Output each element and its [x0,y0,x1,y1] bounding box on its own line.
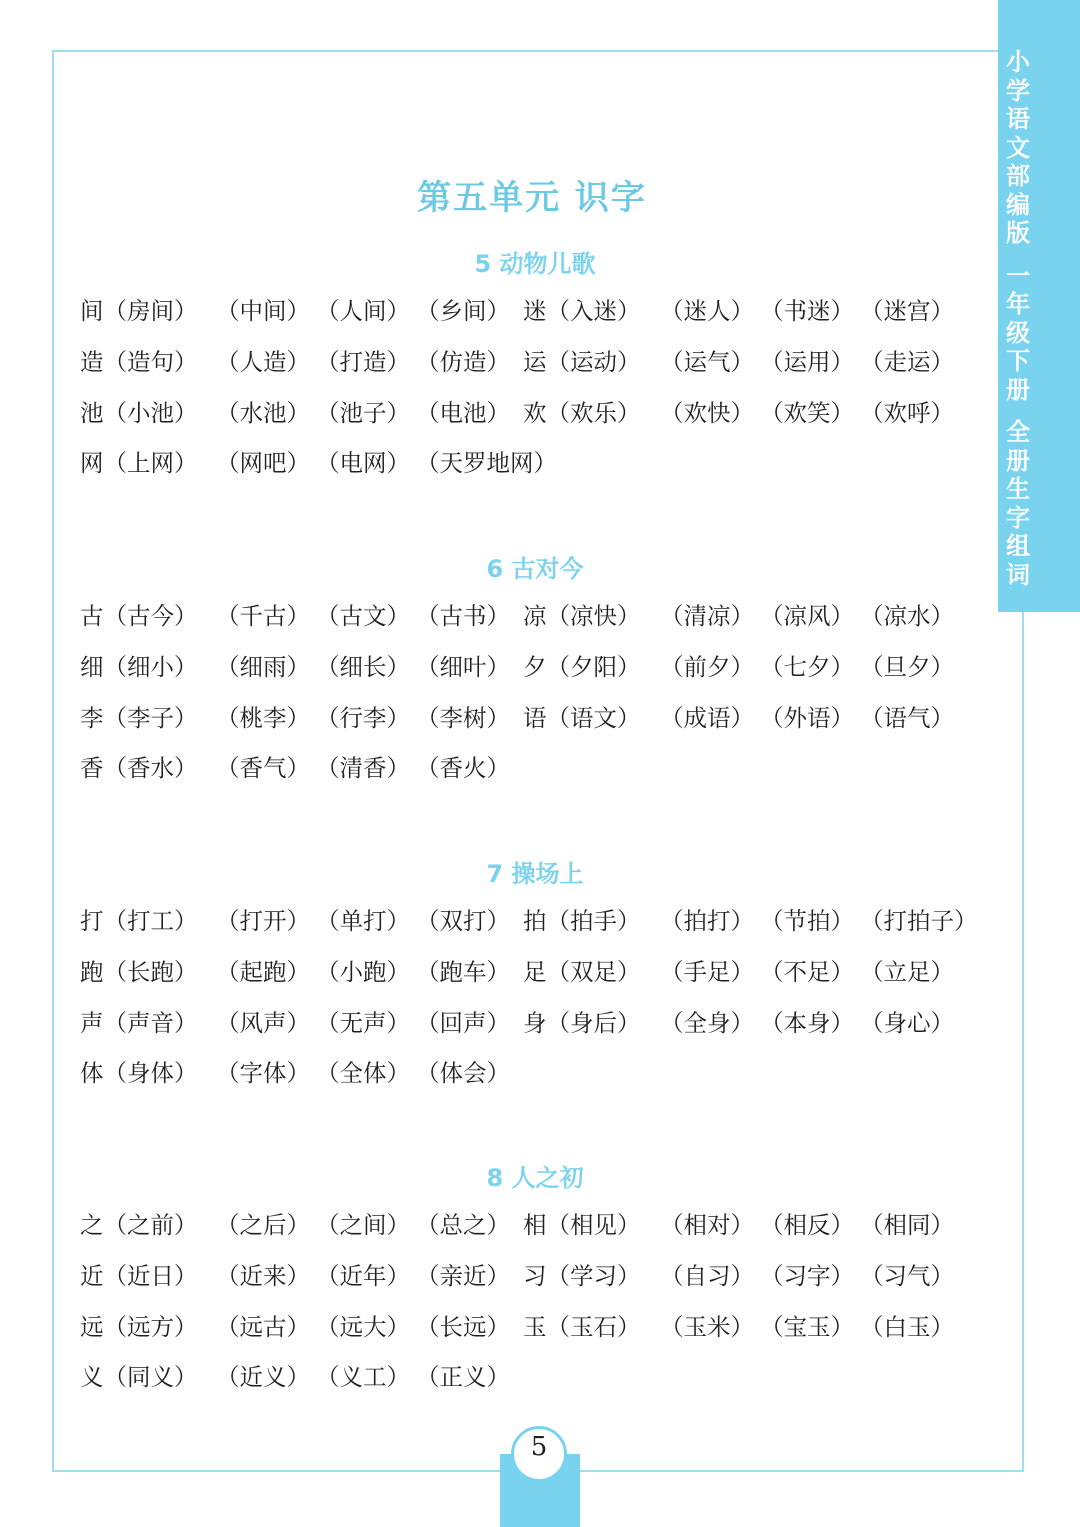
word-entry-head: 香（香水） [80,754,198,783]
word-entry-head: 身（身后） [523,1008,641,1037]
word-entry-head: 远（远方） [80,1312,198,1341]
word-entry: （近义） [216,1363,310,1392]
word-entry: （前夕） [660,652,754,681]
word-entry: （欢呼） [860,398,954,427]
word-entry: （行李） [316,703,410,732]
word-entry: （打开） [216,907,310,935]
word-entry: （相反） [760,1211,854,1239]
word-entry: （手足） [660,957,754,986]
side-label-line-1: 小学语文部编版 [1006,48,1030,247]
word-entry: （电池） [416,398,510,427]
word-entry: （李树） [416,703,510,732]
word-entry-head: 体（身体） [80,1059,198,1088]
word-entry: （迷宫） [860,297,954,325]
word-entry: （体会） [416,1059,510,1088]
word-entry: （运气） [660,347,754,376]
word-entry-head: 夕（夕阳） [523,652,641,681]
word-entry: （自习） [660,1261,754,1290]
word-entry-head: 相（相见） [523,1211,641,1239]
word-entry: （外语） [760,703,854,732]
word-entry: （风声） [216,1008,310,1037]
word-entry: （全体） [316,1059,410,1088]
word-entry: （玉米） [660,1312,754,1341]
word-entry-head: 网（上网） [80,449,198,478]
word-entry: （欢快） [660,398,754,427]
word-entry: （无声） [316,1008,410,1037]
word-entry: （天罗地网） [416,449,557,478]
word-entry: （正义） [416,1363,510,1392]
side-label-line-2: 一年级下册 [1006,261,1030,404]
word-entry: （拍打） [660,907,754,935]
word-entry: （之间） [316,1211,410,1239]
word-entry: （近年） [316,1261,410,1290]
word-entry: （小跑） [316,957,410,986]
section-title: 6 古对今 [486,555,584,583]
word-entry: （相同） [860,1211,954,1239]
word-entry: （跑车） [416,957,510,986]
word-entry-head: 近（近日） [80,1261,198,1290]
word-entry: （本身） [760,1008,854,1037]
word-entry: （欢笑） [760,398,854,427]
word-entry: （香气） [216,754,310,783]
word-entry-head: 玉（玉石） [523,1312,641,1341]
word-entry: （双打） [416,907,510,935]
word-entry: （人造） [216,347,310,376]
word-entry: （全身） [660,1008,754,1037]
word-entry: （人间） [316,297,410,325]
word-entry: （单打） [316,907,410,935]
word-entry: （迷人） [660,297,754,325]
page-title: 第五单元 识字 [417,178,647,218]
word-entry: （古文） [316,602,410,630]
word-entry-head: 义（同义） [80,1363,198,1392]
word-entry: （凉风） [760,602,854,630]
word-entry-head: 声（声音） [80,1008,198,1037]
word-entry: （不足） [760,957,854,986]
word-entry: （打拍子） [860,907,978,935]
word-entry-head: 李（李子） [80,703,198,732]
word-entry-head: 造（造句） [80,347,198,376]
word-entry: （总之） [416,1211,510,1239]
word-entry: （亲近） [416,1261,510,1290]
word-entry-head: 间（房间） [80,297,198,325]
word-entry: （远大） [316,1312,410,1341]
word-entry: （义工） [316,1363,410,1392]
word-entry: （电网） [316,449,410,478]
word-entry: （习气） [860,1261,954,1290]
word-entry: （桃李） [216,703,310,732]
side-label [1000,48,1036,589]
word-entry-head: 细（细小） [80,652,198,681]
word-entry: （之后） [216,1211,310,1239]
word-entry-head: 拍（拍手） [523,907,641,935]
word-entry: （字体） [216,1059,310,1088]
word-entry-head: 足（双足） [523,957,641,986]
word-entry: （网吧） [216,449,310,478]
word-entry: （节拍） [760,907,854,935]
word-entry-head: 习（学习） [523,1261,641,1290]
word-entry: （语气） [860,703,954,732]
word-entry: （池子） [316,398,410,427]
word-entry: （近来） [216,1261,310,1290]
word-entry: （长远） [416,1312,510,1341]
word-entry-head: 语（语文） [523,703,641,732]
word-entry: （清香） [316,754,410,783]
word-entry-head: 凉（凉快） [523,602,641,630]
word-entry-head: 打（打工） [80,907,198,935]
word-entry-head: 池（小池） [80,398,198,427]
word-entry: （成语） [660,703,754,732]
word-entry: （习字） [760,1261,854,1290]
word-entry: （细长） [316,652,410,681]
word-entry-head: 跑（长跑） [80,957,198,986]
word-entry: （白玉） [860,1312,954,1341]
word-entry: （细雨） [216,652,310,681]
word-entry: （宝玉） [760,1312,854,1341]
word-entry: （回声） [416,1008,510,1037]
page-number: 5 [530,1432,548,1462]
word-entry-head: 迷（入迷） [523,297,641,325]
section-title: 5 动物儿歌 [474,250,596,278]
word-entry: （古书） [416,602,510,630]
word-entry: （细叶） [416,652,510,681]
word-entry-head: 古（古今） [80,602,198,630]
word-entry: （乡间） [416,297,510,325]
word-entry: （运用） [760,347,854,376]
word-entry: （千古） [216,602,310,630]
word-entry: （旦夕） [860,652,954,681]
word-entry: （起跑） [216,957,310,986]
word-entry-head: 欢（欢乐） [523,398,641,427]
word-entry: （中间） [216,297,310,325]
word-entry: （打造） [316,347,410,376]
word-entry: （清凉） [660,602,754,630]
side-label-line-3: 全册生字组词 [1006,418,1030,589]
section-title: 8 人之初 [486,1164,584,1192]
word-entry: （仿造） [416,347,510,376]
word-entry: （书迷） [760,297,854,325]
word-entry: （七夕） [760,652,854,681]
word-entry: （身心） [860,1008,954,1037]
word-entry: （立足） [860,957,954,986]
word-entry: （凉水） [860,602,954,630]
section-title: 7 操场上 [486,860,584,888]
word-entry: （走运） [860,347,954,376]
word-entry-head: 运（运动） [523,347,641,376]
word-entry: （相对） [660,1211,754,1239]
word-entry: （香火） [416,754,510,783]
word-entry: （远古） [216,1312,310,1341]
word-entry: （水池） [216,398,310,427]
word-entry-head: 之（之前） [80,1211,198,1239]
